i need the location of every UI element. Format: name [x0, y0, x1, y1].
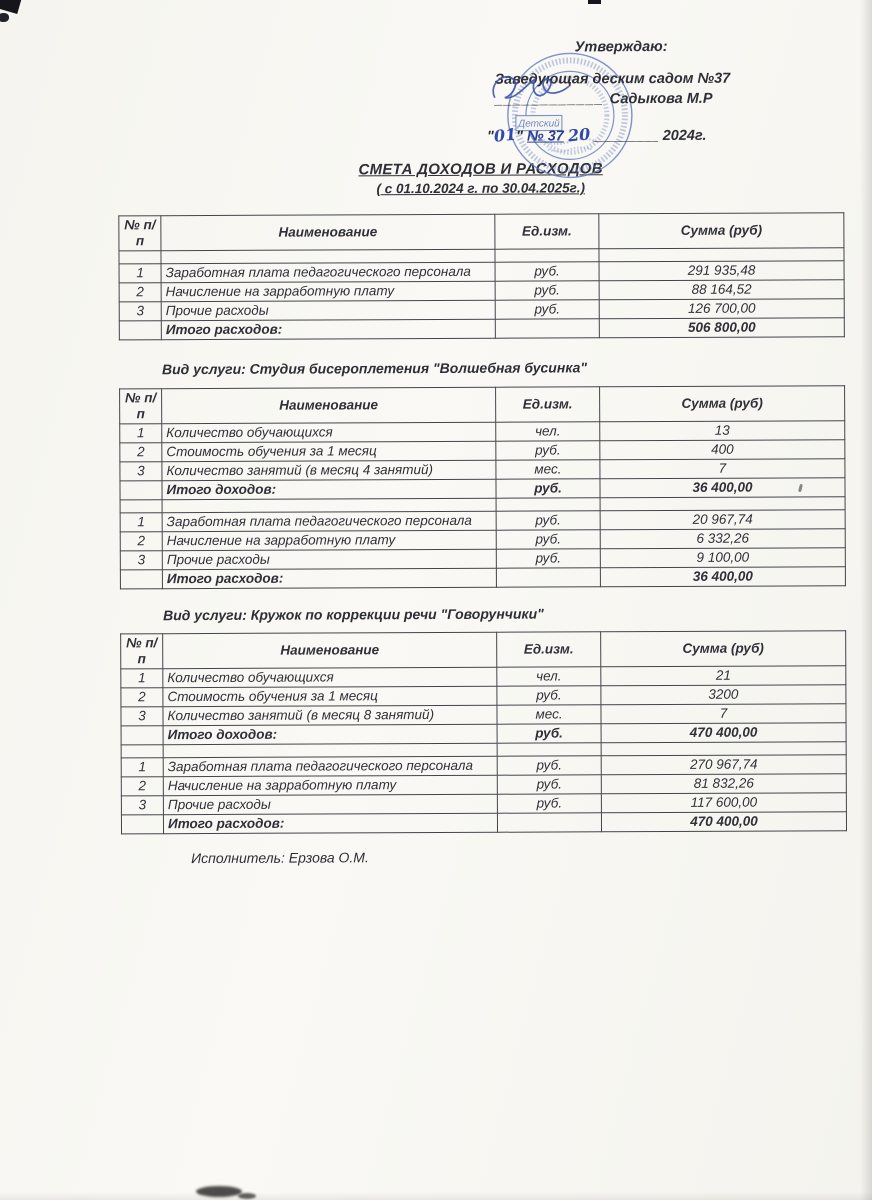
- cell-num: 1: [119, 264, 161, 283]
- cell-sum: 20 967,74: [600, 510, 845, 530]
- cell-sum: 9 100,00: [600, 548, 845, 568]
- cell-empty: [599, 248, 844, 262]
- cell-num: [120, 570, 162, 589]
- cell-unit: руб.: [497, 686, 601, 705]
- head-title: Заведующая деским садом №37: [494, 70, 731, 88]
- cell-unit: руб.: [495, 281, 599, 300]
- cell-name: Заработная плата педагогического персонала: [162, 511, 496, 531]
- table-header-row: [119, 213, 844, 251]
- executor-line: Исполнитель: Ерзова О.М.: [191, 849, 369, 867]
- handwritten-note: 20: [567, 124, 591, 146]
- header-num: № п/п: [120, 389, 162, 424]
- scan-edge-bottom: [0, 1192, 872, 1200]
- cell-num: 3: [121, 796, 163, 815]
- cell-num: 2: [121, 777, 163, 796]
- cell-num: 3: [119, 302, 161, 321]
- cell-num: [121, 815, 163, 834]
- date-year: 2024г.: [662, 127, 707, 145]
- cell-unit: руб.: [497, 724, 601, 743]
- header-sum: Сумма (руб): [600, 386, 845, 422]
- cell-name: Стоимость обучения за 1 месяц: [162, 441, 496, 461]
- quote-close: ": [516, 128, 524, 145]
- cell-unit: руб.: [497, 794, 601, 813]
- total-row: [121, 812, 846, 834]
- cell-num: 3: [120, 551, 162, 570]
- total-row: [120, 567, 845, 589]
- handwritten-day: 01: [493, 124, 517, 146]
- cell-sum: 6 332,26: [600, 529, 845, 549]
- cell-name: Начисление на зарработную плату: [162, 530, 496, 550]
- cell-num: 2: [120, 532, 162, 551]
- cell-sum: 470 400,00: [601, 812, 846, 832]
- cell-name: Заработная плата педагогического персонала: [161, 262, 495, 282]
- cell-unit: руб.: [497, 756, 601, 775]
- total-row: [119, 318, 844, 340]
- registration-number: № 37: [526, 128, 564, 145]
- signature-scribble: [485, 67, 593, 111]
- head-name: Садыкова М.Р: [609, 90, 713, 108]
- cell-unit: руб.: [497, 775, 601, 794]
- cell-sum: 291 935,48: [599, 261, 844, 281]
- cell-sum: 126 700,00: [599, 299, 844, 319]
- cell-num: 2: [119, 283, 161, 302]
- cell-num: 3: [120, 462, 162, 481]
- cell-unit: руб.: [496, 511, 600, 530]
- date-blank: ________: [594, 128, 659, 145]
- header-name: Наименование: [161, 214, 495, 250]
- cell-empty: [496, 498, 600, 511]
- cell-sum: 81 832,26: [601, 774, 846, 794]
- page-title: СМЕТА ДОХОДОВ И РАСХОДОВ: [358, 160, 603, 179]
- cell-name: Начисление на зарработную плату: [163, 775, 497, 795]
- cell-sum: 3200: [601, 685, 846, 705]
- cell-name: Итого доходов:: [162, 479, 496, 499]
- budget-table-beadwork: [119, 385, 846, 589]
- cell-unit: [496, 568, 600, 587]
- cell-empty: [119, 251, 161, 264]
- cell-name: Заработная плата педагогического персонала: [163, 756, 497, 776]
- cell-name: Итого доходов:: [163, 724, 497, 744]
- signature-line: ____________: [494, 91, 604, 108]
- cell-sum: 400: [600, 440, 845, 460]
- cell-unit: мес.: [496, 460, 600, 479]
- budget-table-speech: [120, 630, 847, 834]
- table-header-row: [121, 631, 846, 669]
- cell-empty: [121, 745, 163, 758]
- cell-unit: чел.: [497, 667, 601, 686]
- scan-artifact: [238, 1193, 256, 1199]
- budget-table-main: [118, 212, 845, 340]
- header-sum: Сумма (руб): [599, 213, 844, 249]
- cell-name: Итого расходов:: [161, 319, 495, 339]
- stamp-label: Детский: [518, 118, 560, 130]
- header-unit: Ед.изм.: [495, 214, 599, 249]
- cell-empty: [600, 497, 845, 511]
- cell-num: 2: [121, 688, 163, 707]
- cell-sum: 506 800,00: [599, 318, 844, 338]
- scan-artifact: [588, 0, 601, 4]
- cell-sum: 21: [601, 666, 846, 686]
- cell-name: Итого расходов:: [163, 813, 497, 833]
- scan-artifact: [196, 1186, 242, 1197]
- cell-unit: руб.: [495, 300, 599, 319]
- approve-label: Утверждаю:: [574, 38, 668, 56]
- cell-empty: [120, 500, 162, 513]
- cell-sum: 270 967,74: [601, 755, 846, 775]
- header-unit: Ед.изм.: [497, 632, 601, 667]
- header-unit: Ед.изм.: [496, 387, 600, 422]
- cell-sum: 7: [601, 704, 846, 724]
- page-subtitle: ( с 01.10.2024 г. по 30.04.2025г.): [376, 180, 585, 197]
- cell-name: Прочие расходы: [163, 794, 497, 814]
- cell-empty: [495, 249, 599, 262]
- cell-name: Итого расходов:: [162, 568, 496, 588]
- cell-name: Стоимость обучения за 1 месяц: [163, 686, 497, 706]
- cell-unit: руб.: [496, 549, 600, 568]
- service-heading-beadwork: Вид услуги: Студия бисероплетения "Волшебная бусинка": [161, 359, 588, 378]
- header-sum: Сумма (руб): [601, 631, 846, 667]
- scan-edge-right: [860, 0, 872, 1200]
- quote-open: ": [486, 128, 494, 145]
- date-line: [487, 124, 835, 145]
- cell-num: [120, 481, 162, 500]
- cell-num: 1: [121, 669, 163, 688]
- cell-name: Количество обучающихся: [163, 667, 497, 687]
- cell-unit: мес.: [497, 705, 601, 724]
- cell-empty: [497, 743, 601, 756]
- header-num: № п/п: [121, 634, 163, 669]
- cell-num: 3: [121, 707, 163, 726]
- cell-num: 1: [120, 424, 162, 443]
- cell-num: 1: [120, 513, 162, 532]
- cell-name: Начисление на зарработную плату: [161, 281, 495, 301]
- cell-unit: руб.: [496, 479, 600, 498]
- cell-unit: чел.: [496, 422, 600, 441]
- service-heading-speech: Вид услуги: Кружок по коррекции речи "Говорунчики": [163, 605, 544, 624]
- cell-unit: руб.: [496, 441, 600, 460]
- approval-block: [486, 38, 835, 146]
- cell-sum: 7: [600, 459, 845, 479]
- signature-row: [495, 90, 835, 113]
- cell-num: 2: [120, 443, 162, 462]
- cell-sum: 88 164,52: [599, 280, 844, 300]
- cell-name: Прочие расходы: [162, 549, 496, 569]
- scan-artifact: [0, 13, 9, 22]
- cell-name: Количество обучающихся: [162, 422, 496, 442]
- cell-name: Количество занятий (в месяц 8 занятий): [163, 705, 497, 725]
- cell-sum: 470 400,00: [601, 723, 846, 743]
- header-num: № п/п: [119, 216, 161, 251]
- cell-name: Прочие расходы: [161, 300, 495, 320]
- cell-sum: 117 600,00: [601, 793, 846, 813]
- cell-unit: руб.: [496, 530, 600, 549]
- cell-unit: [495, 319, 599, 338]
- cell-sum: 36 400,00: [600, 478, 845, 498]
- header-name: Наименование: [162, 387, 496, 423]
- table-header-row: [120, 386, 845, 424]
- cell-name: Количество занятий (в месяц 4 занятий): [162, 460, 496, 480]
- cell-num: [121, 726, 163, 745]
- cell-num: [119, 321, 161, 340]
- cell-num: 1: [121, 758, 163, 777]
- cell-sum: 36 400,00: [600, 567, 845, 587]
- cell-unit: [497, 813, 601, 832]
- cell-empty: [601, 742, 846, 756]
- cell-sum: 13: [600, 421, 845, 441]
- header-name: Наименование: [163, 632, 497, 668]
- cell-unit: руб.: [495, 262, 599, 281]
